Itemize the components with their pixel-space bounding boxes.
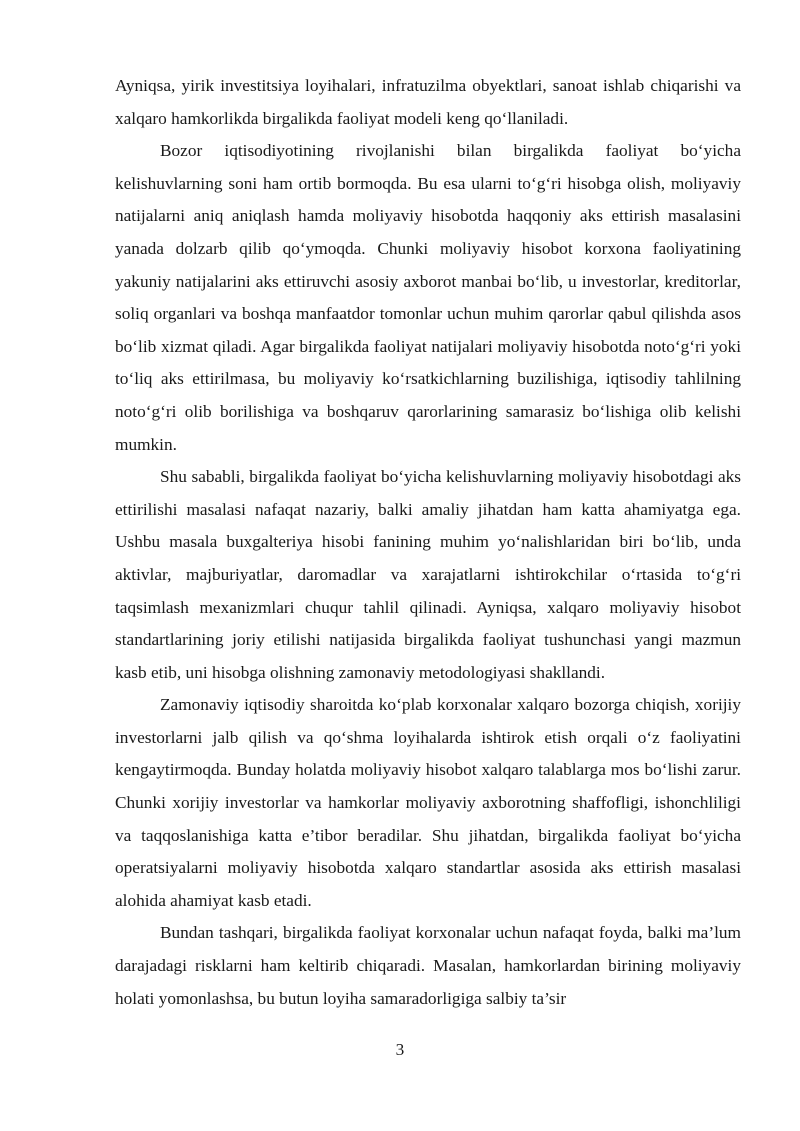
page-body [115, 70, 741, 1015]
page-number: 3 [395, 1040, 405, 1059]
paragraph: Bundan tashqari, birgalikda faoliyat korxonalar uchun nafaqat foyda, balki ma’lum darajadagi risklarni ham keltirib chiqaradi. Masalan, hamkorlardan birining moliyaviy holati yomonlashsa, bu butun loyiha samaradorligiga salbiy ta’sir [115, 923, 741, 1008]
paragraph: Bozor iqtisodiyotining rivojlanishi bilan birgalikda faoliyat bo‘yicha kelishuvlarning soni ham ortib bormoqda. Bu esa ularni to‘g‘ri hisobga olish, moliyaviy natijalarni aniq aniqlash hamda moliyaviy hisobotda haqqoniy aks ettirish masalasini yanada dolzarb qilib qo‘ymoqda. Chunki moliyaviy hisobot korxona faoliyatining yakuniy natijalarini aks ettiruvchi asosiy axborot manbai bo‘lib, u investorlar, kreditorlar, soliq organlari va boshqa manfaatdor tomonlar uchun muhim qarorlar qabul qilishda asos bo‘lib xizmat qiladi. Agar birgalikda faoliyat natijalari moliyaviy hisobotda noto‘g‘ri yoki to‘liq aks ettirilmasa, bu moliyaviy ko‘rsatkichlarning buzilishiga, iqtisodiy tahlilning noto‘g‘ri olib borilishiga va boshqaruv qarorlarining samarasiz bo‘lishiga olib kelishi mumkin. [115, 141, 741, 454]
paragraph-continuation: Ayniqsa, yirik investitsiya loyihalari, infratuzilma obyektlari, sanoat ishlab chiqarishi va xalqaro hamkorlikda birgalikda faoliyat modeli keng qo‘llaniladi. [115, 76, 741, 128]
paragraph: Zamonaviy iqtisodiy sharoitda ko‘plab korxonalar xalqaro bozorga chiqish, xorijiy investorlarni jalb qilish va qo‘shma loyihalarda ishtirok etish orqali o‘z faoliyatini kengaytirmoqda. Bunday holatda moliyaviy hisobot xalqaro talablarga mos bo‘lishi zarur. Chunki xorijiy investorlar va hamkorlar moliyaviy axborotning shaffofligi, ishonchliligi va taqqoslanishiga katta e’tibor beradilar. Shu jihatdan, birgalikda faoliyat bo‘yicha operatsiyalarni moliyaviy hisobotda xalqaro standartlar asosida aks ettirish masalasi alohida ahamiyat kasb etadi. [115, 695, 741, 910]
paragraph: Shu sababli, birgalikda faoliyat bo‘yicha kelishuvlarning moliyaviy hisobotdagi aks ettirilishi masalasi nafaqat nazariy, balki amaliy jihatdan ham katta ahamiyatga ega. Ushbu masala buxgalteriya hisobi fanining muhim yo‘nalishlaridan biri bo‘lib, unda aktivlar, majburiyatlar, daromadlar va xarajatlarni ishtirokchilar o‘rtasida to‘g‘ri taqsimlash mexanizmlari chuqur tahlil qilinadi. Ayniqsa, xalqaro moliyaviy hisobot standartlarining joriy etilishi natijasida birgalikda faoliyat tushunchasi yangi mazmun kasb etib, uni hisobga olishning zamonaviy metodologiyasi shakllandi. [115, 467, 741, 682]
